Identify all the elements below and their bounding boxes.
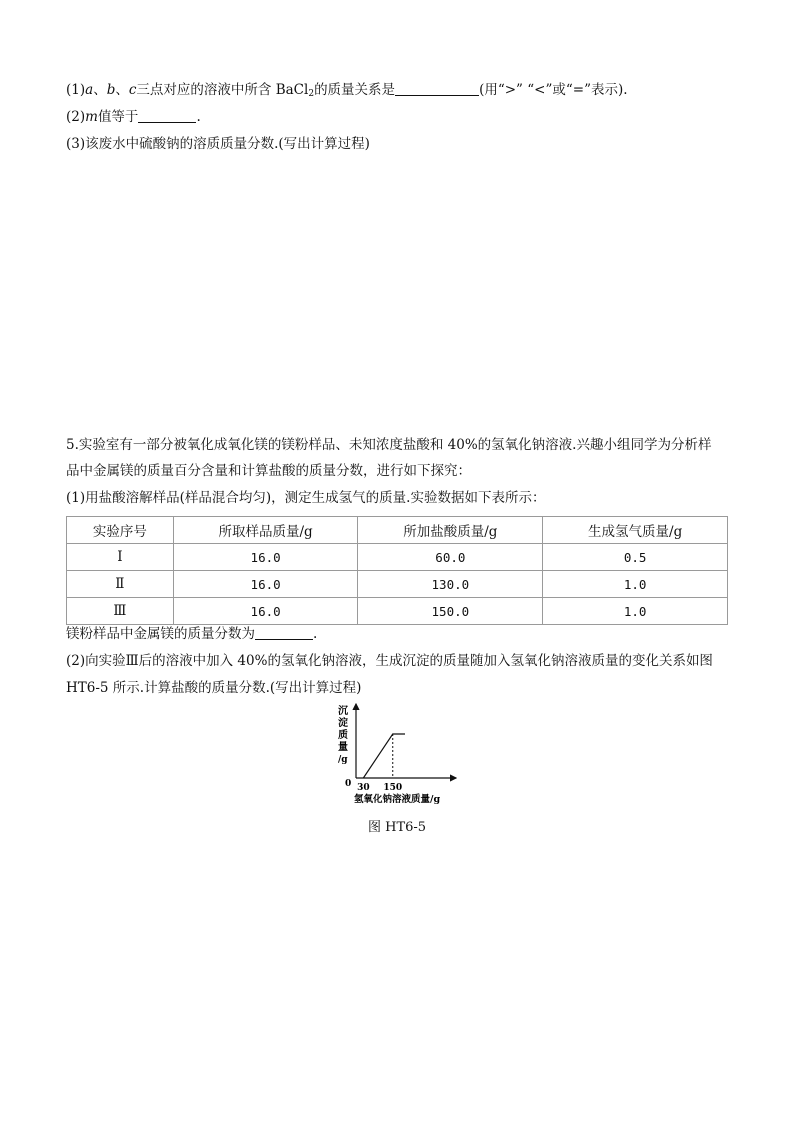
q4-item1-text: 三点对应的溶液中所含 BaCl: [136, 82, 309, 98]
table-cell: Ⅱ: [67, 571, 174, 598]
q4-item2-number: (2): [66, 109, 86, 125]
q5-intro-line1: 5.实验室有一部分被氧化成氧化镁的镁粉样品、未知浓度盐酸和 40%的氢氧化钠溶液.兴趣小组同学为分析样: [66, 437, 712, 453]
x-axis-label: 氢氧化钠溶液质量/g: [354, 794, 441, 805]
y-axis-label-char: 沉: [338, 706, 348, 717]
q4-item2: [66, 108, 201, 126]
q5-sub1: (1)用盐酸溶解样品(样品混合均匀)，测定生成氢气的质量.实验数据如下表所示：: [66, 490, 546, 506]
y-axis-label-char: 量: [338, 742, 348, 753]
q4-item2-text: 值等于: [97, 109, 139, 125]
experiment-table: [66, 516, 728, 625]
table-cell: 16.0: [173, 571, 358, 598]
separator: 、: [93, 82, 107, 98]
table-header: 所取样品质量/g: [173, 517, 358, 544]
var-m: m: [85, 109, 98, 125]
var-a: a: [85, 82, 94, 98]
q4-item1: [66, 81, 628, 99]
y-axis-label-char: 淀: [338, 718, 348, 729]
q4-item2-suffix: .: [196, 109, 201, 125]
table-cell: 1.0: [543, 598, 728, 625]
table-row: [67, 571, 728, 598]
table-cell: Ⅰ: [67, 544, 174, 571]
table-row: [67, 598, 728, 625]
y-axis-label-char: /g: [338, 755, 348, 765]
answer-blank[interactable]: [255, 625, 313, 640]
var-b: b: [106, 82, 116, 98]
q5-after-table-text: 镁粉样品中金属镁的质量分数为: [66, 626, 255, 642]
table-header: 实验序号: [67, 517, 174, 544]
y-axis-label-char: 质: [338, 730, 348, 741]
answer-blank[interactable]: [395, 81, 479, 96]
q5-sub2-line2: HT6-5 所示.计算盐酸的质量分数.(写出计算过程): [66, 680, 362, 696]
q5-after-table: [66, 625, 317, 643]
q5-sub2-line1: (2)向实验Ⅲ后的溶液中加入 40%的氢氧化钠溶液，生成沉淀的质量随加入氢氧化钠溶液质量的变化关系如图: [66, 653, 713, 669]
q4-item1-suffix: (用“>” “<”或“=”表示).: [479, 82, 628, 98]
table-cell: 16.0: [173, 598, 358, 625]
table-header: 生成氢气质量/g: [543, 517, 728, 544]
table-cell: 150.0: [358, 598, 543, 625]
table-row: [67, 544, 728, 571]
table-header-row: [67, 517, 728, 544]
table-cell: 60.0: [358, 544, 543, 571]
origin-label: 0: [345, 779, 352, 789]
q4-item3: (3)该废水中硫酸钠的溶质质量分数.(写出计算过程): [66, 136, 370, 152]
q5-after-table-suffix: .: [313, 626, 318, 642]
separator: 、: [115, 82, 129, 98]
table-cell: 130.0: [358, 571, 543, 598]
figure-caption: 图 HT6-5: [368, 820, 427, 835]
var-c: c: [128, 82, 137, 98]
table-cell: Ⅲ: [67, 598, 174, 625]
table-cell: 1.0: [543, 571, 728, 598]
answer-blank[interactable]: [138, 108, 196, 123]
precipitate-graph: [332, 702, 464, 808]
q4-item1-number: (1): [66, 82, 86, 98]
q4-item1-text-after: 的质量关系是: [314, 82, 396, 98]
bacl2-subscript: 2: [308, 89, 315, 99]
table-header: 所加盐酸质量/g: [358, 517, 543, 544]
table-cell: 0.5: [543, 544, 728, 571]
series-line-precipitate: [363, 734, 405, 778]
table-cell: 16.0: [173, 544, 358, 571]
q5-intro-line2: 品中金属镁的质量百分含量和计算盐酸的质量分数，进行如下探究：: [66, 463, 471, 479]
x-tick-label: 30: [357, 783, 370, 793]
x-tick-label: 150: [383, 783, 403, 793]
